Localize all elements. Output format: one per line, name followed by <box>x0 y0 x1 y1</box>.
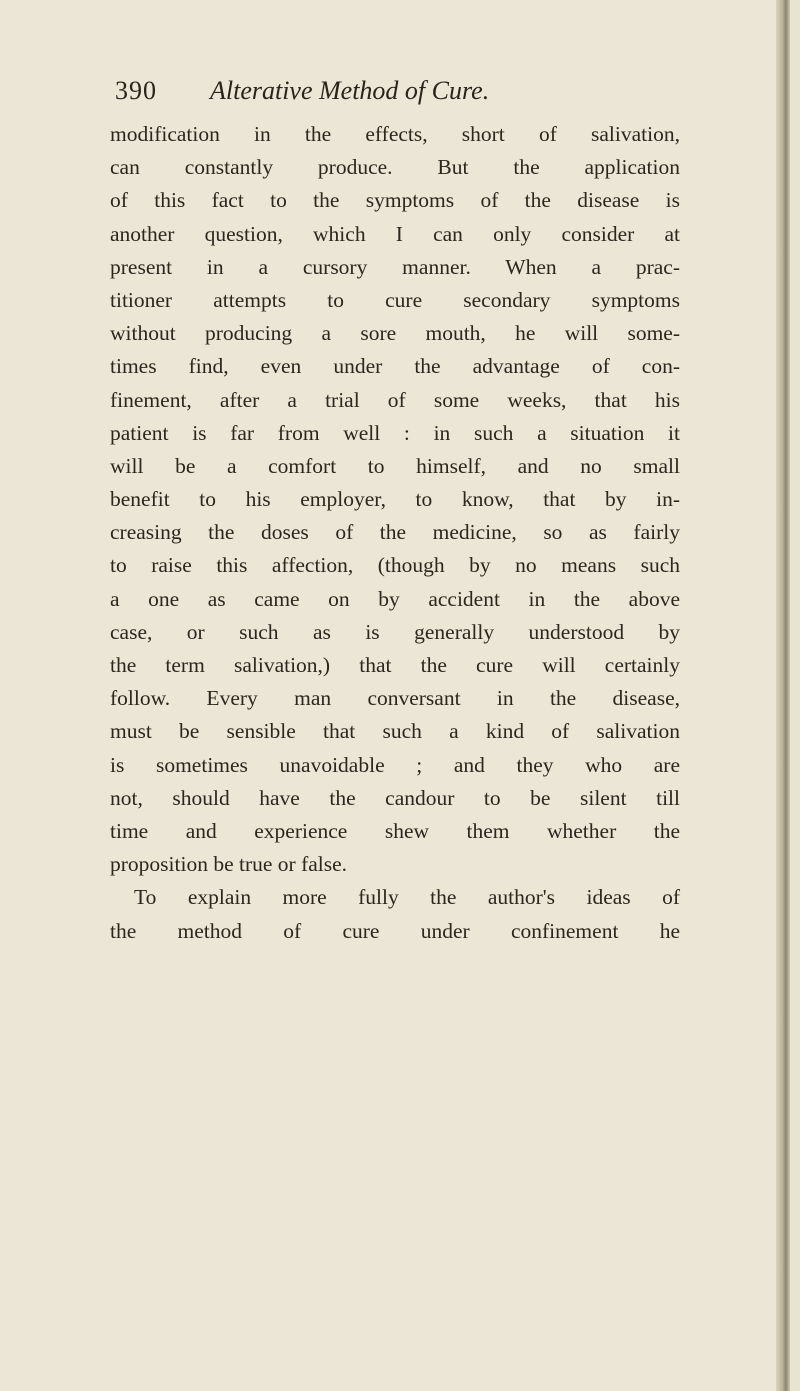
text-line: times find, even under the advantage of con- <box>110 354 680 379</box>
text-line: to raise this affection, (though by no means such <box>110 553 680 578</box>
page-edge <box>776 0 790 1391</box>
text-line: without producing a sore mouth, he will some- <box>110 321 680 346</box>
text-line: of this fact to the symptoms of the disease is <box>110 188 680 213</box>
text-line: creasing the doses of the medicine, so as fairly <box>110 520 680 545</box>
text-line: must be sensible that such a kind of salivation <box>110 719 680 744</box>
text-line: the method of cure under confinement he <box>110 918 680 943</box>
text-line: time and experience shew them whether the <box>110 818 680 843</box>
running-title: Alterative Method of Cure. <box>210 76 490 105</box>
text-line: finement, after a trial of some weeks, that his <box>110 387 680 412</box>
page-header <box>115 76 675 116</box>
text-line: follow. Every man conversant in the disease, <box>110 686 680 711</box>
paragraph-end-line: proposition be true or false. <box>110 852 348 877</box>
page-number: 390 <box>115 76 157 105</box>
text-line: case, or such as is generally understood by <box>110 619 680 644</box>
text-line: is sometimes unavoidable ; and they who are <box>110 752 680 777</box>
text-line: can constantly produce. But the application <box>110 155 680 180</box>
text-line: present in a cursory manner. When a prac- <box>110 254 680 279</box>
text-line: will be a comfort to himself, and no small <box>110 453 680 478</box>
text-line: patient is far from well : in such a situation it <box>110 420 680 445</box>
paragraph-start-line: To explain more fully the author's ideas of <box>134 885 680 910</box>
text-line: another question, which I can only consider at <box>110 221 680 246</box>
body-text <box>110 118 680 948</box>
text-line: not, should have the candour to be silent till <box>110 785 680 810</box>
text-line: titioner attempts to cure secondary symptoms <box>110 287 680 312</box>
text-line: a one as came on by accident in the above <box>110 586 680 611</box>
text-line: the term salivation,) that the cure will certainly <box>110 653 680 677</box>
text-line: benefit to his employer, to know, that by in- <box>110 487 680 512</box>
text-line: modification in the effects, short of salivation, <box>110 122 680 146</box>
